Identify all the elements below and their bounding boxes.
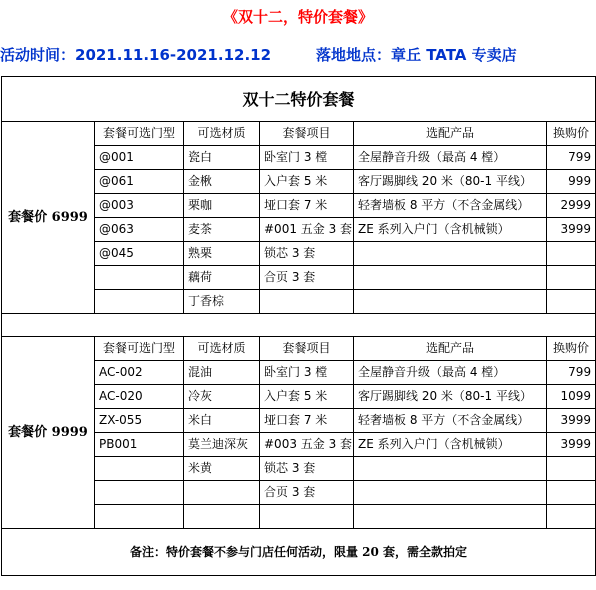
table-cell-price <box>547 242 596 266</box>
table-cell-product: 客厅踢脚线 20 米（80-1 平线） <box>354 170 547 194</box>
table-cell-item: 卧室门 3 樘 <box>260 361 354 385</box>
table-cell-material: 麦茶 <box>184 218 260 242</box>
table-header-row <box>2 122 596 146</box>
table-cell-item: 入户套 5 米 <box>260 385 354 409</box>
table-cell-product <box>354 266 547 290</box>
table-cell-item: 垭口套 7 米 <box>260 409 354 433</box>
table-cell-item <box>260 290 354 314</box>
table-cell-door-type: AC-002 <box>95 361 184 385</box>
table-cell-material: 米黄 <box>184 457 260 481</box>
package-price-label: 套餐价 6999 <box>2 122 95 314</box>
table-cell-door-type: @061 <box>95 170 184 194</box>
col-header-optional-products: 选配产品 <box>354 337 547 361</box>
table-cell-product: 客厅踢脚线 20 米（80-1 平线） <box>354 385 547 409</box>
table-cell-material: 丁香棕 <box>184 290 260 314</box>
table-cell-material <box>184 505 260 529</box>
table-cell-material <box>184 481 260 505</box>
table-cell-price: 799 <box>547 146 596 170</box>
table-cell-item: #003 五金 3 套 <box>260 433 354 457</box>
table-title: 双十二特价套餐 <box>2 77 596 122</box>
store-location: 落地地点：章丘 TATA 专卖店 <box>316 46 517 64</box>
table-cell-door-type: @001 <box>95 146 184 170</box>
col-header-door-type: 套餐可选门型 <box>95 337 184 361</box>
spacer-cell <box>2 314 596 337</box>
col-header-door-type: 套餐可选门型 <box>95 122 184 146</box>
table-cell-material: 米白 <box>184 409 260 433</box>
table-cell-door-type <box>95 481 184 505</box>
table-cell-door-type <box>95 457 184 481</box>
table-cell-door-type <box>95 505 184 529</box>
table-cell-price <box>547 457 596 481</box>
table-cell-product <box>354 242 547 266</box>
table-cell-item: 合页 3 套 <box>260 481 354 505</box>
table-cell-price: 3999 <box>547 433 596 457</box>
table-cell-material: 栗咖 <box>184 194 260 218</box>
table-cell-product <box>354 290 547 314</box>
table-cell-door-type: @063 <box>95 218 184 242</box>
col-header-items: 套餐项目 <box>260 337 354 361</box>
table-cell-door-type: @045 <box>95 242 184 266</box>
package-price-label: 套餐价 9999 <box>2 337 95 529</box>
table-cell-product: ZE 系列入户门（含机械锁） <box>354 433 547 457</box>
table-cell-product: 全屋静音升级（最高 4 樘） <box>354 361 547 385</box>
table-cell-price: 3999 <box>547 218 596 242</box>
table-cell-item: #001 五金 3 套 <box>260 218 354 242</box>
table-cell-material: 熟栗 <box>184 242 260 266</box>
table-cell-door-type: AC-020 <box>95 385 184 409</box>
table-cell-price: 1099 <box>547 385 596 409</box>
table-cell-item: 合页 3 套 <box>260 266 354 290</box>
package-table <box>1 76 596 576</box>
table-cell-door-type: PB001 <box>95 433 184 457</box>
table-cell-price: 2999 <box>547 194 596 218</box>
table-cell-material: 混油 <box>184 361 260 385</box>
table-cell-price <box>547 266 596 290</box>
table-cell-product <box>354 505 547 529</box>
table-cell-material: 瓷白 <box>184 146 260 170</box>
table-cell-door-type <box>95 290 184 314</box>
table-cell-item: 入户套 5 米 <box>260 170 354 194</box>
table-cell-door-type: ZX-055 <box>95 409 184 433</box>
table-cell-product: 轻奢墙板 8 平方（不含金属线） <box>354 409 547 433</box>
footnote: 备注：特价套餐不参与门店任何活动，限量 20 套，需全款拍定 <box>2 529 596 576</box>
table-cell-item <box>260 505 354 529</box>
table-cell-price <box>547 505 596 529</box>
table-cell-product: ZE 系列入户门（含机械锁） <box>354 218 547 242</box>
table-cell-material: 金楸 <box>184 170 260 194</box>
col-header-exchange-price: 换购价 <box>547 337 596 361</box>
table-header-row <box>2 337 596 361</box>
table-cell-item: 垭口套 7 米 <box>260 194 354 218</box>
table-cell-material: 藕荷 <box>184 266 260 290</box>
table-cell-item: 卧室门 3 樘 <box>260 146 354 170</box>
table-cell-item: 锁芯 3 套 <box>260 242 354 266</box>
table-cell-door-type: @003 <box>95 194 184 218</box>
note-row <box>2 529 596 576</box>
col-header-optional-products: 选配产品 <box>354 122 547 146</box>
table-cell-material: 冷灰 <box>184 385 260 409</box>
table-cell-door-type <box>95 266 184 290</box>
table-cell-product: 轻奢墙板 8 平方（不含金属线） <box>354 194 547 218</box>
table-cell-price: 999 <box>547 170 596 194</box>
table-cell-product <box>354 457 547 481</box>
table-cell-product: 全屋静音升级（最高 4 樘） <box>354 146 547 170</box>
table-cell-price <box>547 290 596 314</box>
col-header-material: 可选材质 <box>184 337 260 361</box>
spacer-row <box>2 314 596 337</box>
table-cell-price: 3999 <box>547 409 596 433</box>
promo-title: 《双十二，特价套餐》 <box>222 8 373 26</box>
col-header-material: 可选材质 <box>184 122 260 146</box>
col-header-items: 套餐项目 <box>260 122 354 146</box>
table-cell-material: 莫兰迪深灰 <box>184 433 260 457</box>
activity-time: 活动时间：2021.11.16-2021.12.12 <box>0 46 272 64</box>
table-cell-item: 锁芯 3 套 <box>260 457 354 481</box>
table-cell-price: 799 <box>547 361 596 385</box>
table-cell-product <box>354 481 547 505</box>
col-header-exchange-price: 换购价 <box>547 122 596 146</box>
table-cell-price <box>547 481 596 505</box>
table-title-row <box>2 77 596 122</box>
